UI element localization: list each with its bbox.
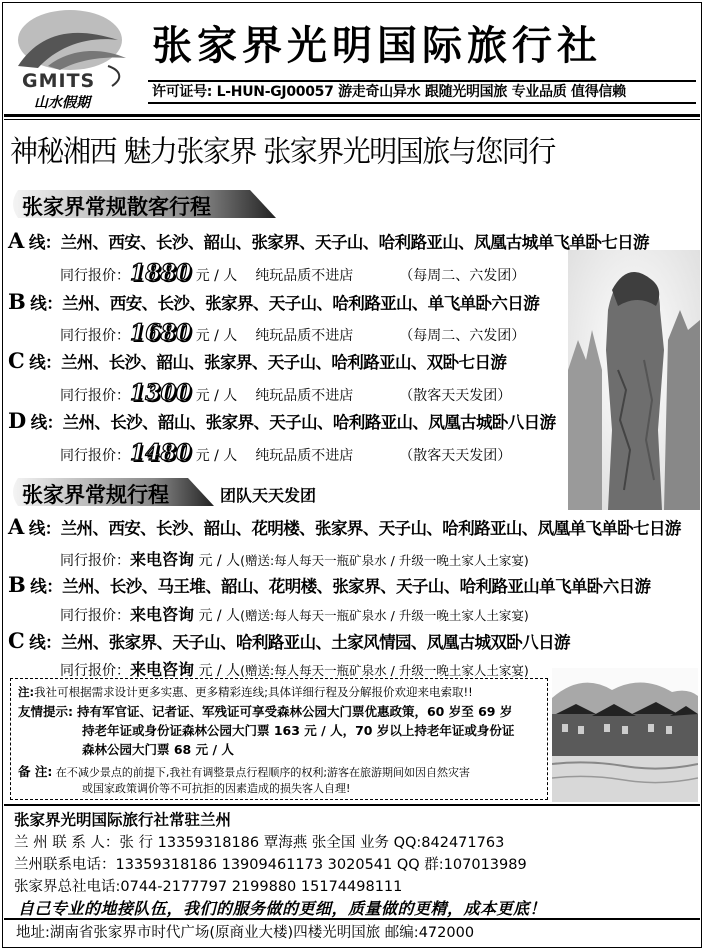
route-b-regular [8, 289, 539, 314]
tip-line-2: 持老年证或身份证森林公园大门票 163 元 / 人，70 岁以上持老年证或身份证 [82, 723, 515, 738]
contact-line-3: 张家界总社电话:0744-2177797 2199880 15174498111 [14, 879, 403, 895]
village-image-icon [552, 668, 698, 802]
price-c-regular [60, 380, 511, 406]
section1-title: 张家界常规散客行程 [22, 195, 211, 219]
mountain-image-icon [568, 250, 700, 510]
price-value: 来电咨询 [130, 605, 195, 624]
address-line: 地址:湖南省张家界市时代广场(原商业大楼)四楼光明国旅 邮编:472000 [4, 918, 700, 948]
price-b-group [60, 602, 529, 625]
price-unit: 元 / 人 [195, 268, 238, 284]
section1-banner [8, 188, 278, 220]
route-d-regular [8, 408, 555, 433]
note-text: 我社可根据需求设计更多实惠、更多精彩连线;具体详细行程及分解报价欢迎来电索取!! [34, 685, 473, 699]
price-a-group [60, 547, 529, 570]
price-value: 1300 [130, 380, 192, 406]
price-unit: 元 / 人 [195, 448, 238, 464]
route-c-regular [8, 348, 506, 373]
section2-note: 团队天天发团 [220, 486, 317, 505]
price-c-group [60, 657, 529, 680]
contacts-divider [4, 804, 700, 806]
company-name: 张家界光明国际旅行社 [152, 22, 602, 69]
logo-text: GMITS [22, 70, 96, 92]
note-line [18, 684, 473, 700]
price-desc: (赠送:每人每天一瓶矿泉水 / 升级一晚土家人土家宴) [240, 553, 529, 568]
route-b-group [8, 572, 650, 597]
remark-text: 在不减少景点的前提下,我社有调整景点行程顺序的权利;游客在旅游期间如因自然灾害 [55, 766, 471, 779]
route-letter: A [8, 514, 24, 539]
price-d-regular [60, 440, 511, 466]
price-unit: 元 / 人 [195, 328, 238, 344]
price-desc: 纯玩品质不进店 [255, 388, 354, 404]
header-divider [4, 114, 700, 117]
tip-line-3: 森林公园大门票 68 元 / 人 [82, 742, 234, 757]
price-desc: 纯玩品质不进店 [255, 328, 354, 344]
price-desc: (赠送:每人每天一瓶矿泉水 / 升级一晚土家人土家宴) [240, 663, 529, 678]
price-label: 同行报价： [60, 553, 130, 569]
price-schedule: （每周二、六发团） [399, 268, 526, 284]
remark-line-1 [18, 762, 470, 780]
route-text: 线：兰州、张家界、天子山、哈利路亚山、土家风情园、凤凰古城双卧八日游 [24, 633, 570, 652]
route-text: 线：兰州、长沙、马王堆、韶山、花明楼、张家界、天子山、哈利路亚山单飞单卧六日游 [25, 577, 651, 596]
contacts-title: 张家界光明国际旅行社常驻兰州 [14, 811, 232, 829]
tip-label: 友情提示: [18, 704, 73, 719]
route-text: 线：兰州、西安、长沙、韶山、张家界、天子山、哈利路亚山、凤凰古城单飞单卧七日游 [23, 233, 649, 252]
price-label: 同行报价： [60, 448, 130, 464]
price-desc: 纯玩品质不进店 [255, 448, 354, 464]
price-b-regular [60, 320, 525, 346]
route-text: 线：兰州、西安、长沙、张家界、天子山、哈利路亚山、单飞单卧六日游 [25, 294, 540, 313]
route-c-group [8, 628, 570, 653]
price-desc: 纯玩品质不进店 [255, 268, 354, 284]
header-divider-thin [4, 119, 700, 120]
section2-title: 张家界常规行程 [22, 483, 169, 507]
license-line: 许可证号: L-HUN-GJ00057 游走奇山异水 跟随光明国旅 专业品质 值得信赖 [148, 80, 696, 104]
logo-subtitle: 山水假期 [34, 95, 90, 111]
price-schedule: （每周二、六发团） [399, 328, 526, 344]
price-value: 来电咨询 [130, 550, 195, 569]
price-value: 1880 [130, 260, 192, 286]
company-motto: 自己专业的地接队伍，我们的服务做的更细，质量做的更精，成本更底！ [18, 899, 547, 918]
mountain-photo [568, 250, 700, 510]
route-letter: A [8, 228, 24, 253]
village-photo [552, 668, 698, 802]
price-label: 同行报价： [60, 268, 130, 284]
price-label: 同行报价： [60, 388, 130, 404]
price-a-regular [60, 260, 525, 286]
price-schedule: （散客天天发团） [399, 388, 512, 404]
contact-line-1: 兰 州 联 系 人：张 行 13359318186 覃海燕 张全国 业务 QQ:842471763 [14, 835, 505, 851]
route-letter: D [8, 408, 26, 433]
slogan: 神秘湘西 魅力张家界 张家界光明国旅与您同行 [10, 134, 555, 169]
price-value: 来电咨询 [130, 660, 195, 679]
route-letter: B [8, 572, 26, 597]
company-logo [8, 6, 138, 110]
price-schedule: （散客天天发团） [399, 448, 512, 464]
price-label: 同行报价： [60, 328, 130, 344]
route-a-regular [8, 228, 649, 253]
price-unit: 元 / 人 [198, 553, 241, 569]
price-desc: (赠送:每人每天一瓶矿泉水 / 升级一晚土家人土家宴) [240, 608, 529, 623]
price-unit: 元 / 人 [198, 663, 241, 679]
price-value: 1680 [130, 320, 192, 346]
note-label: 注: [18, 685, 35, 699]
route-a-group [8, 514, 681, 539]
remark-label: 备 注: [18, 764, 53, 779]
route-letter: C [8, 348, 25, 373]
tip-line-1 [18, 702, 512, 720]
price-unit: 元 / 人 [195, 388, 238, 404]
price-label: 同行报价： [60, 608, 130, 624]
tip-text: 持有军官证、记者证、军残证可享受森林公园大门票优惠政策，60 岁至 69 岁 [76, 704, 513, 719]
section2-banner [8, 476, 348, 508]
route-letter: B [8, 289, 26, 314]
price-label: 同行报价： [60, 663, 130, 679]
route-letter: C [8, 628, 25, 653]
price-value: 1480 [130, 440, 192, 466]
contact-line-2: 兰州联系电话：13359318186 13909461173 3020541 QQ 群:107013989 [14, 857, 527, 873]
route-text: 线：兰州、西安、长沙、韶山、花明楼、张家界、天子山、哈利路亚山、凤凰单飞单卧七日游 [23, 519, 681, 538]
route-text: 线：兰州、长沙、韶山、张家界、天子山、哈利路亚山、双卧七日游 [24, 353, 507, 372]
route-text: 线：兰州、长沙、韶山、张家界、天子山、哈利路亚山、凤凰古城卧八日游 [25, 413, 556, 432]
remark-line-2: 或国家政策调价等不可抗拒的因素造成的损失客人自理! [82, 782, 351, 795]
price-unit: 元 / 人 [198, 608, 241, 624]
